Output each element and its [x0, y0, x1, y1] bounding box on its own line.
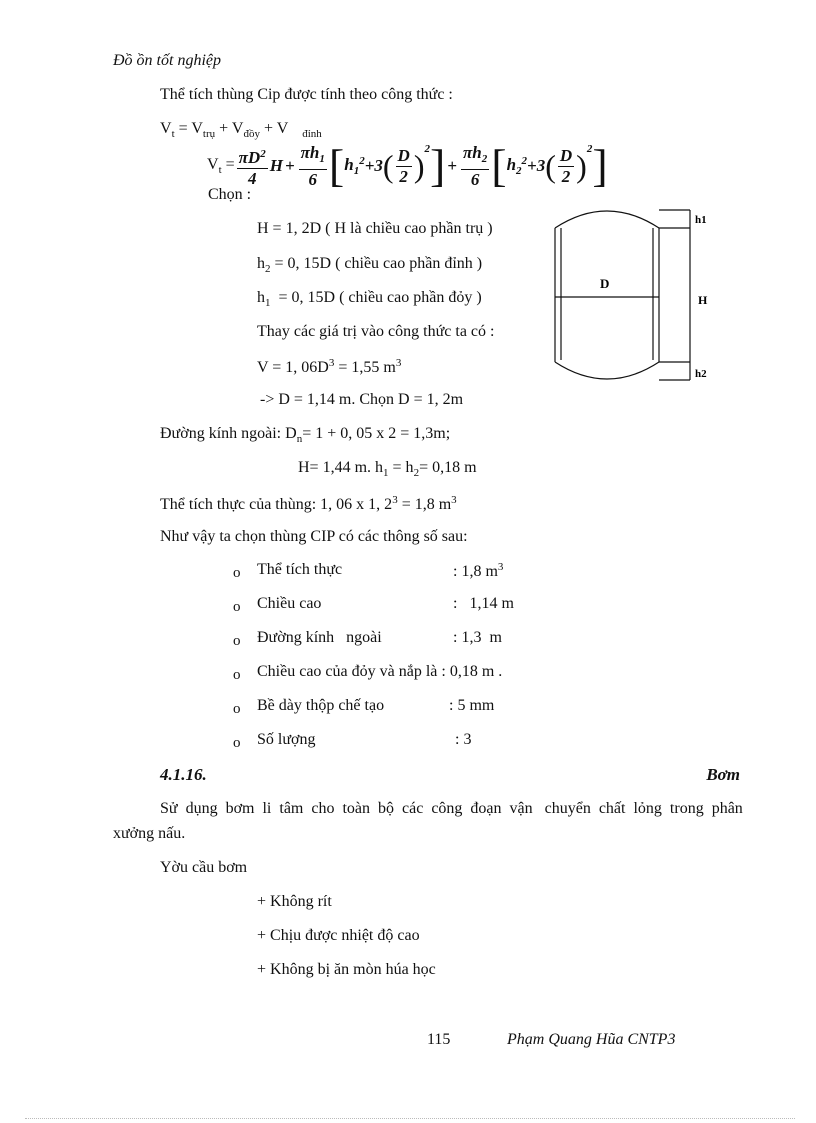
real-volume-line: Thể tích thực của thùng: 1, 06 x 1, $2^3 = 1,8$ $m^3$: [160, 494, 457, 513]
list-item: + Không rít: [257, 893, 332, 910]
parameter-list: [0, 561, 816, 765]
section-number: 4.1.16.: [160, 765, 207, 784]
tank-diagram: [545, 200, 725, 390]
diameter-result: -> D = 1,14 m. Chọn D = 1, 2m: [260, 391, 464, 408]
volume-formula-expanded: $V_t$ = $\frac{\pi D^2}{4}$ H + $\frac{\pi h_1}{6}$ [ $h_1^2$ +3 ( $\frac{D}{2}$ ) 2 ] + $\frac{\pi h_2}{6}$ [ $h_2^2$ +3 ( $\frac{D}{2}$ ) 2 ]: [207, 140, 608, 191]
volume-equation: V = 1, $06D^3 = 1,55$ $m^3$: [257, 357, 402, 376]
substitute-text: Thay các giá trị vào công thức ta có :: [257, 323, 495, 340]
list-item: + Chịu được nhiệt độ cao: [257, 927, 420, 944]
choice-h: H = 1, 2D ( H là chiều cao phần trụ ): [257, 220, 493, 237]
diagram-label-h2: h2: [695, 368, 707, 380]
list-item: o Thể tích thực : 1,8 $m^3$: [233, 561, 504, 581]
list-item: + Không bị ăn mòn húa học: [257, 961, 436, 978]
footer-author: Phạm Quang Hũa CNTP3: [507, 1031, 676, 1048]
choice-h2: $h_2 = 0$, 15D ( chiều cao phần đỉnh ): [257, 255, 483, 275]
choose-label: Chọn :: [208, 186, 252, 203]
outer-diameter-line: Đường kính ngoài: $D_n= 1 + 0$, 05 x 2 = 1,3m;: [160, 425, 451, 445]
pump-paragraph-line1: Sử dụng bơm li tâm cho toàn bộ các công đoạn vận chuyển chất lỏng trong phân: [160, 800, 743, 817]
list-item: o Bề dày thộp chế tạo : 5 mm: [233, 697, 495, 717]
page-number: 115: [427, 1031, 451, 1048]
document-header: Đồ ồn tốt nghiệp: [113, 52, 221, 69]
height-line: H= 1,44 m. $h_1 = h_2= 0,18$ m: [298, 459, 477, 479]
tank-bottom-dome: [555, 362, 659, 379]
list-item: o Chiều cao của đỏy và nắp là : 0,18 m .: [233, 663, 503, 683]
pump-paragraph-line2: xưởng nấu.: [113, 825, 186, 842]
summary-intro: Như vậy ta chọn thùng CIP có các thông số sau:: [160, 528, 468, 545]
page-bottom-divider: [25, 1118, 795, 1119]
volume-formula-sum: $V_t = V_{trụ} + V_{đồy} + V$ $_{đỉnh}$: [160, 120, 322, 140]
choice-h1: $h_1 = 0$, 15D ( chiều cao phần đỏy ): [257, 289, 482, 309]
section-title: Bơm: [706, 765, 740, 784]
intro-text: Thể tích thùng Cip được tính theo công thức :: [160, 86, 453, 103]
list-item: o Số lượng : 3: [233, 731, 472, 751]
list-item: o Chiều cao : 1,14 m: [233, 595, 514, 615]
diagram-label-h: H: [698, 293, 708, 307]
diagram-label-d: D: [600, 276, 610, 291]
list-item: o Đường kính ngoài : 1,3 m: [233, 629, 502, 649]
diagram-label-h1: h1: [695, 214, 707, 226]
requirements-title: Yờu cầu bơm: [160, 859, 248, 876]
tank-top-dome: [555, 211, 659, 228]
